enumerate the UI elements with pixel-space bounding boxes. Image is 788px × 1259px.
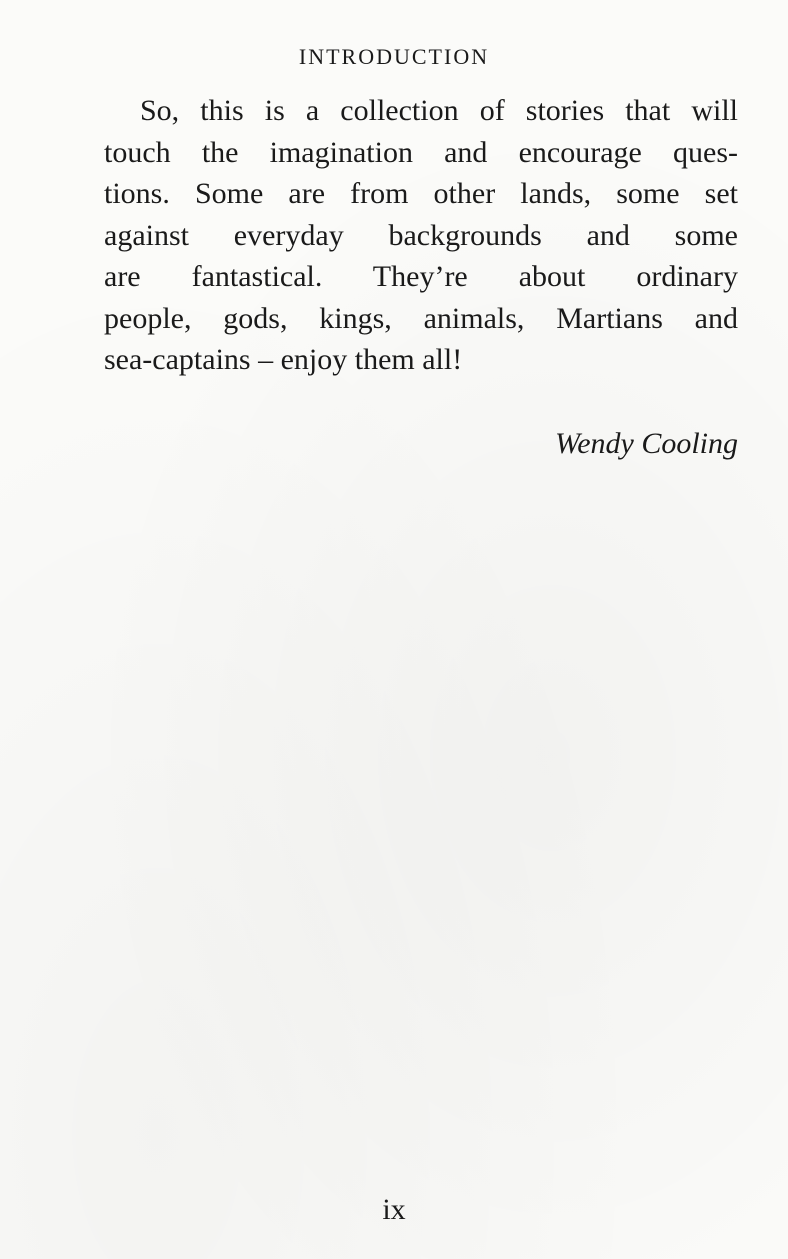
paragraph-line: sea-captains – enjoy them all! xyxy=(104,343,463,376)
page-number: ix xyxy=(382,1193,406,1226)
paragraph-line: tions. Some are from other lands, some set xyxy=(104,177,738,210)
paragraph-line: against everyday backgrounds and some xyxy=(104,218,738,252)
running-head: INTRODUCTION xyxy=(298,44,490,69)
paragraph-line: are fantastical. They’re about ordinary xyxy=(104,260,738,293)
paragraph-line: So, this is a collection of stories that will xyxy=(140,94,738,127)
paragraph-line: people, gods, kings, animals, Martians and xyxy=(104,301,738,335)
paragraph-line: touch the imagination and encourage ques- xyxy=(104,135,738,169)
introduction-paragraph xyxy=(104,90,738,381)
author-signature: Wendy Cooling xyxy=(554,427,738,460)
